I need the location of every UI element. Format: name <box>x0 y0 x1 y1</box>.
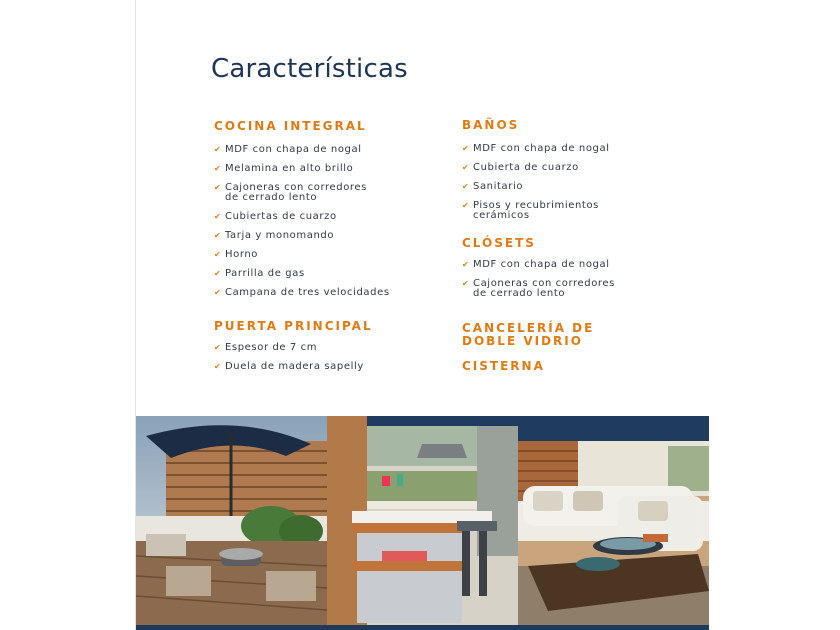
section-title-canceleria: CANCELERÍA DE DOBLE VIDRIO <box>462 321 595 348</box>
list-item: ✔ Sanitario <box>462 181 524 192</box>
section-title-cisterna: CISTERNA <box>462 359 545 373</box>
list-banos <box>462 144 610 221</box>
section-title-cocina-integral: COCINA INTEGRAL <box>214 119 367 133</box>
list-item: ✔ Cajoneras con corredores de cerrado lento <box>462 278 615 299</box>
check-icon: ✔ <box>214 145 222 154</box>
check-icon: ✔ <box>214 164 222 173</box>
list-item: ✔ Pisos y recubrimientos cerámicos <box>462 200 599 221</box>
check-icon: ✔ <box>214 288 222 297</box>
check-icon: ✔ <box>214 250 222 259</box>
kitchen-illustration <box>327 416 518 625</box>
check-icon: ✔ <box>462 279 470 288</box>
photo-strip <box>136 416 709 625</box>
list-item: ✔ MDF con chapa de nogal <box>462 143 610 154</box>
check-icon: ✔ <box>214 343 222 352</box>
living-room-photo <box>518 416 709 625</box>
section-title-banos: BAÑOS <box>462 118 520 132</box>
check-icon: ✔ <box>462 201 470 210</box>
check-icon: ✔ <box>214 212 222 221</box>
list-item: ✔ Duela de madera sapelly <box>214 361 364 372</box>
list-item: ✔ Tarja y monomando <box>214 230 335 241</box>
list-item: ✔ Campana de tres velocidades <box>214 287 390 298</box>
list-item: ✔ Melamina en alto brillo <box>214 163 354 174</box>
terrace-photo <box>136 416 327 625</box>
check-icon: ✔ <box>214 269 222 278</box>
section-title-closets: CLÓSETS <box>462 236 536 250</box>
list-item: ✔ MDF con chapa de nogal <box>462 259 610 270</box>
list-item: ✔ Horno <box>214 249 259 260</box>
check-icon: ✔ <box>462 144 470 153</box>
page-title: Características <box>211 54 408 84</box>
check-icon: ✔ <box>214 183 222 192</box>
list-item: ✔ Cubierta de cuarzo <box>462 162 579 173</box>
check-icon: ✔ <box>214 362 222 371</box>
list-item: ✔ MDF con chapa de nogal <box>214 144 362 155</box>
list-closets <box>462 260 615 299</box>
check-icon: ✔ <box>462 163 470 172</box>
section-title-puerta-principal: PUERTA PRINCIPAL <box>214 319 373 333</box>
brochure-page <box>135 0 709 630</box>
check-icon: ✔ <box>214 231 222 240</box>
list-item: ✔ Cajoneras con corredores de cerrado lento <box>214 182 367 203</box>
check-icon: ✔ <box>462 260 470 269</box>
kitchen-photo <box>327 416 518 625</box>
living-room-illustration <box>518 416 709 625</box>
footer-bar <box>136 625 709 630</box>
list-item: ✔ Cubiertas de cuarzo <box>214 211 337 222</box>
list-item: ✔ Parrilla de gas <box>214 268 305 279</box>
list-item: ✔ Espesor de 7 cm <box>214 342 318 353</box>
check-icon: ✔ <box>462 182 470 191</box>
terrace-illustration <box>136 416 327 625</box>
list-cocina-integral <box>214 145 390 298</box>
list-puerta-principal <box>214 343 364 372</box>
